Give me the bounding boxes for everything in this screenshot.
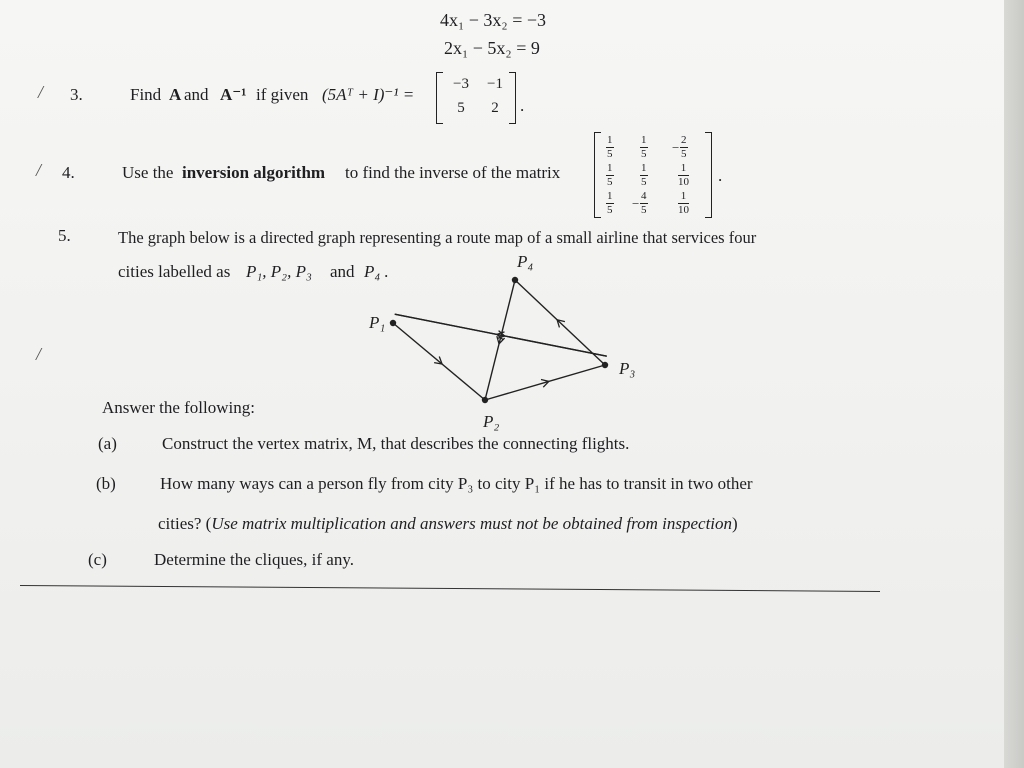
q4-cell-sign: − (632, 196, 640, 211)
part-b-line2-pre: cities? ( (158, 514, 212, 533)
part-b-text: How many ways can a person fly from city P₃ to city P₁ if he has to transit in two other (160, 474, 753, 493)
q3-period: . (520, 96, 525, 115)
q5-line2-and: and (330, 262, 355, 281)
graph-edge (393, 323, 485, 400)
q4-cell-sign: − (672, 140, 680, 155)
graph-edge (515, 280, 605, 365)
q3-matrix-cell: −3 (453, 76, 469, 92)
q3-A-inverse: A⁻¹ (220, 85, 247, 104)
q3-matrix-cell: 5 (457, 100, 465, 116)
q4-cell-fraction: 2 5 (681, 134, 687, 160)
part-b-label: (b) (96, 474, 116, 493)
q3-matrix-cell: 2 (491, 100, 499, 116)
q3-and: and (184, 85, 209, 104)
part-b-line2 (158, 514, 738, 534)
q5-line1: The graph below is a directed graph representing a route map of a small airline that services four (118, 228, 757, 247)
q4-text-pre: Use the (122, 163, 174, 182)
graph-node (482, 397, 488, 403)
q4-cell-fraction: 1 5 (607, 190, 613, 216)
q4-cell-fraction: 1 10 (678, 190, 689, 216)
graph-node-label: P₂ (483, 412, 500, 431)
graph-node-label: P₁ (369, 313, 386, 332)
q5-line2-last: P₄ . (364, 262, 389, 281)
q3-matrix-cell: −1 (487, 76, 503, 92)
part-c-label: (c) (88, 550, 107, 569)
check-mark-q3: / (38, 82, 44, 102)
part-c-text: Determine the cliques, if any. (154, 550, 354, 569)
q4-cell-fraction: 1 5 (607, 134, 613, 160)
q4-matrix (594, 132, 712, 218)
part-b-line2-post: ) (732, 514, 738, 533)
q4-text-bold: inversion algorithm (182, 163, 326, 182)
part-b-line2-italic: Use matrix multiplication and answers must not be obtained from inspection (211, 514, 733, 533)
q5-number: 5. (58, 226, 71, 245)
q4-text-post: to find the inverse of the matrix (345, 163, 561, 182)
q3-number: 3. (70, 85, 83, 104)
check-mark-q5: / (36, 344, 42, 364)
q4-cell-fraction: 1 5 (607, 162, 613, 188)
graph-node (512, 277, 518, 283)
graph-node-label: P₃ (619, 359, 636, 378)
q5-line2-pre: cities labelled as (118, 262, 231, 281)
q3-matrix (436, 72, 516, 124)
part-a-label: (a) (98, 434, 117, 453)
q4-cell-fraction: 4 5 (641, 190, 647, 216)
graph-edge (485, 280, 515, 400)
q4-cell-fraction: 1 5 (641, 162, 647, 188)
answer-heading: Answer the following: (102, 398, 255, 417)
q5-line2-vars: P₁, P₂, P₃ (246, 262, 312, 281)
q4-cell-fraction: 1 10 (678, 162, 689, 188)
graph-node-label: P₄ (517, 255, 534, 271)
graph-node (390, 320, 396, 326)
equation-2: 2x₁ − 5x₂ = 9 (444, 38, 540, 58)
q4-number: 4. (62, 163, 75, 182)
graph-edge (485, 365, 605, 400)
q4-cell-fraction: 1 5 (641, 134, 647, 160)
graph-node (602, 362, 608, 368)
q3-A: A (169, 85, 182, 104)
q4-period: . (718, 166, 723, 185)
check-mark-q4: / (36, 160, 42, 180)
q3-find: Find (130, 85, 162, 104)
equation-1: 4x₁ − 3x₂ = −3 (440, 10, 547, 30)
part-a-text: Construct the vertex matrix, M, that describes the connecting flights. (162, 434, 630, 453)
paper-edge (1004, 0, 1024, 768)
q3-expression: (5Aᵀ + I)⁻¹ = (322, 85, 415, 104)
route-map-graph (360, 255, 660, 435)
q3-if-given: if given (256, 85, 309, 104)
